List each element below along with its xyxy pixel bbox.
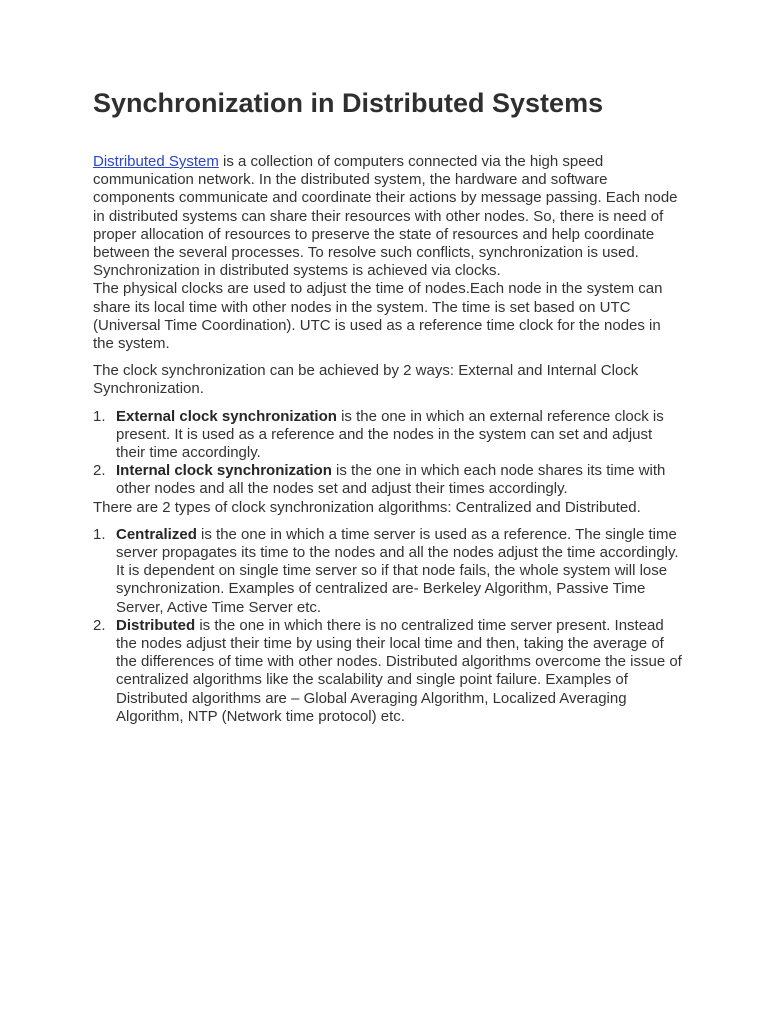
list-item: [93, 526, 683, 617]
list-number: 1.: [93, 525, 106, 543]
list-text: is the one in which an external reference clock is present. It is used as a reference and the nodes in the system can set and adjust their time accordingly.: [116, 407, 664, 462]
list-number: 2.: [93, 462, 106, 480]
document-page: [93, 86, 683, 726]
list-text: is the one in which each node shares its time with other nodes and all the nodes set and adjust their times accordingly.: [116, 462, 666, 498]
distributed-system-link[interactable]: Distributed System: [93, 153, 219, 170]
intro-paragraph: [93, 153, 683, 280]
list-item: [93, 408, 683, 463]
article-body: [93, 153, 683, 726]
list-number: 2.: [93, 616, 106, 634]
sync-ways-list: [93, 408, 683, 499]
list-item: [93, 462, 683, 498]
page-title: Synchronization in Distributed Systems: [93, 88, 604, 118]
list-term: Distributed: [116, 616, 196, 634]
list-text: is the one in which a time server is used as a reference. The single time server propagates its time to the nodes and all the nodes adjust the time accordingly. It is dependent on single time server so if that node fails, the whole system will lose synchronization. Examples of centralized are- Berkeley Algorithm, Passive Time Server, Active Time Server etc.: [116, 525, 679, 616]
list-number: 1.: [93, 407, 106, 425]
list-text: is the one in which there is no centralized time server present. Instead the nodes adjust their time by using their local time and then, taking the average of the differences of time with other nodes. Distributed algorithms overcome the issue of centralized algorithms like the scalability and single point failure. Examples of Distributed algorithms are – Global Averaging Algorithm, Localized Averaging Algorithm, NTP (Network time protocol) etc.: [116, 616, 682, 725]
clock-sync-intro-paragraph: The clock synchronization can be achieved by 2 ways: External and Internal Clock Synchronization.: [93, 362, 639, 398]
list-term: Internal clock synchronization: [116, 462, 332, 480]
intro-text: is a collection of computers connected via the high speed communication network. In the distributed system, the hardware and software components communicate and coordinate their actions by message passing. Each node in distributed systems can share their resources with other nodes. So, there is need of proper allocation of resources to preserve the state of resources and help coordinate between the several processes. To resolve such conflicts, synchronization is used. Synchronization in distributed systems is achieved via clocks.: [93, 153, 678, 280]
algorithms-intro-paragraph: There are 2 types of clock synchronization algorithms: Centralized and Distributed.: [93, 498, 641, 516]
list-term: External clock synchronization: [116, 407, 337, 425]
physical-clocks-paragraph: The physical clocks are used to adjust the time of nodes.Each node in the system can share its local time with other nodes in the system. The time is set based on UTC (Universal Time Coordination). UTC is used as a reference time clock for the nodes in the system.: [93, 280, 663, 353]
algorithm-types-list: [93, 526, 683, 726]
list-item: [93, 617, 683, 726]
list-term: Centralized: [116, 525, 197, 543]
